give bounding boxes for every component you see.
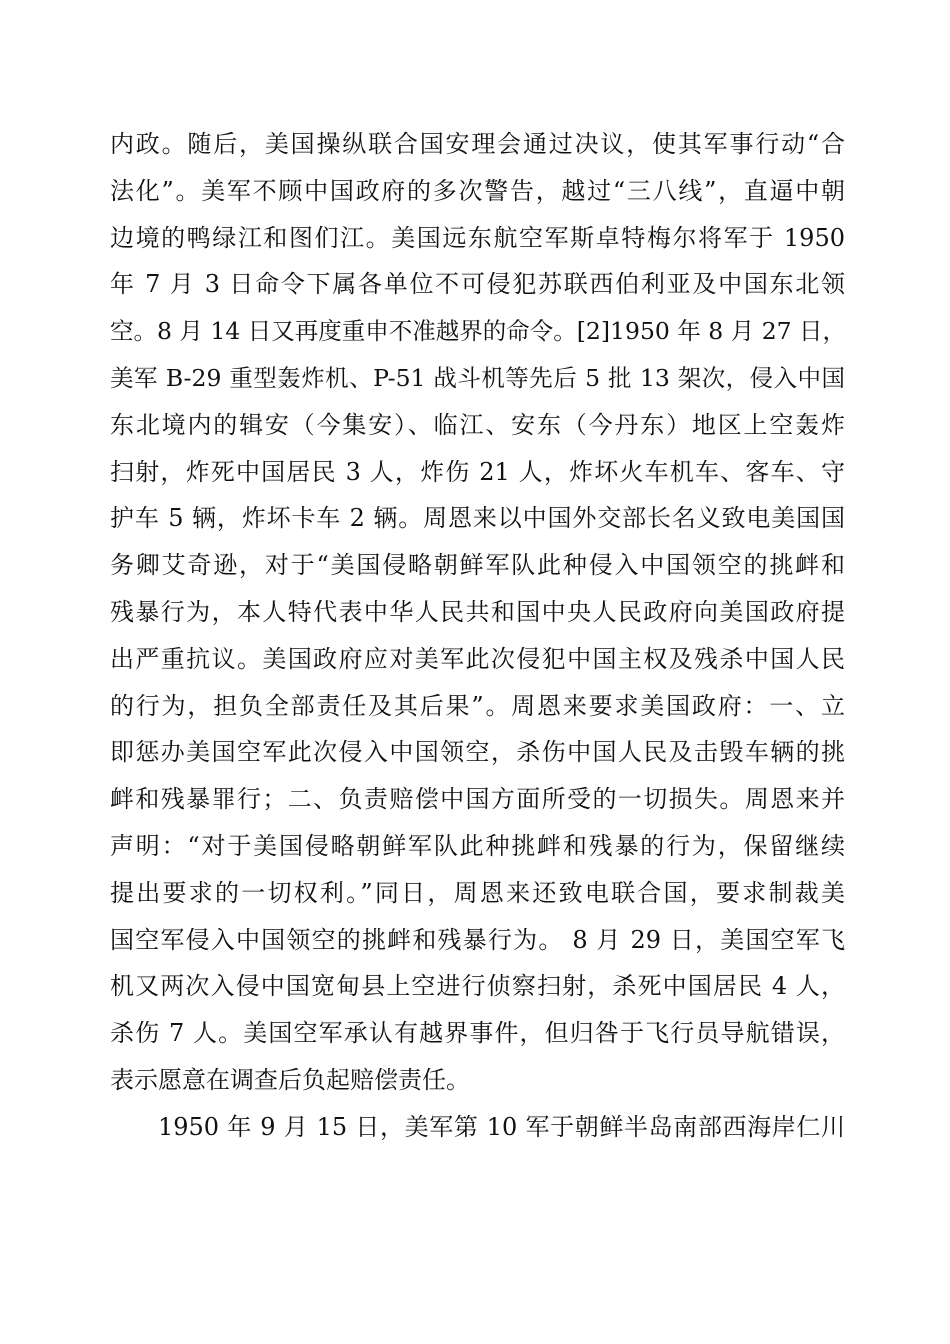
text-line: 护车 5 辆，炸坏卡车 2 辆。周恩来以中国外交部长名义致电美国国: [110, 504, 845, 533]
text-line: 法化”。美军不顾中国政府的多次警告，越过“三八线”，直逼中朝: [110, 176, 845, 205]
body-text: [110, 121, 845, 1151]
text-line: 杀伤 7 人。美国空军承认有越界事件，但归咎于飞行员导航错误，: [110, 1019, 845, 1048]
text-line: 东北境内的辑安（今集安）、临江、安东（今丹东）地区上空轰炸: [110, 410, 845, 439]
text-line: 残暴行为，本人特代表中华人民共和国中央人民政府向美国政府提: [110, 597, 845, 626]
text-line: 衅和残暴罪行；二、负责赔偿中国方面所受的一切损失。周恩来并: [110, 785, 845, 814]
text-line: 空。8 月 14 日又再度重申不准越界的命令。[2]1950 年 8 月 27 日，: [110, 317, 847, 346]
text-line: 边境的鸭绿江和图们江。美国远东航空军斯卓特梅尔将军于 1950: [110, 223, 845, 252]
text-line: 声明：“对于美国侵略朝鲜军队此种挑衅和残暴的行为，保留继续: [110, 831, 845, 860]
text-line: 出严重抗议。美国政府应对美军此次侵犯中国主权及残杀中国人民: [110, 644, 845, 673]
text-line: 提出要求的一切权利。”同日，周恩来还致电联合国，要求制裁美: [110, 878, 845, 907]
text-line: 美军 B-29 重型轰炸机、P-51 战斗机等先后 5 批 13 架次，侵入中国: [110, 363, 845, 392]
text-line: 的行为，担负全部责任及其后果”。周恩来要求美国政府：一、立: [110, 691, 845, 720]
text-line: 年 7 月 3 日命令下属各单位不可侵犯苏联西伯利亚及中国东北领: [110, 270, 845, 299]
text-line: 即惩办美国空军此次侵入中国领空，杀伤中国人民及击毁车辆的挑: [110, 738, 845, 767]
text-line: 务卿艾奇逊，对于“美国侵略朝鲜军队此种侵入中国领空的挑衅和: [110, 551, 845, 580]
paragraph-first-line: 1950 年 9 月 15 日，美军第 10 军于朝鲜半岛南部西海岸仁川: [158, 1112, 845, 1141]
text-line: 机又两次入侵中国宽甸县上空进行侦察扫射，杀死中国居民 4 人，: [110, 972, 845, 1001]
text-line: 内政。随后，美国操纵联合国安理会通过决议，使其军事行动“合: [110, 130, 845, 158]
paragraph-end-line: 表示愿意在调查后负起赔偿责任。: [110, 1065, 470, 1094]
text-line: 扫射，炸死中国居民 3 人，炸伤 21 人，炸坏火车机车、客车、守: [110, 457, 845, 486]
text-line: 国空军侵入中国领空的挑衅和残暴行为。 8 月 29 日，美国空军飞: [110, 925, 845, 954]
